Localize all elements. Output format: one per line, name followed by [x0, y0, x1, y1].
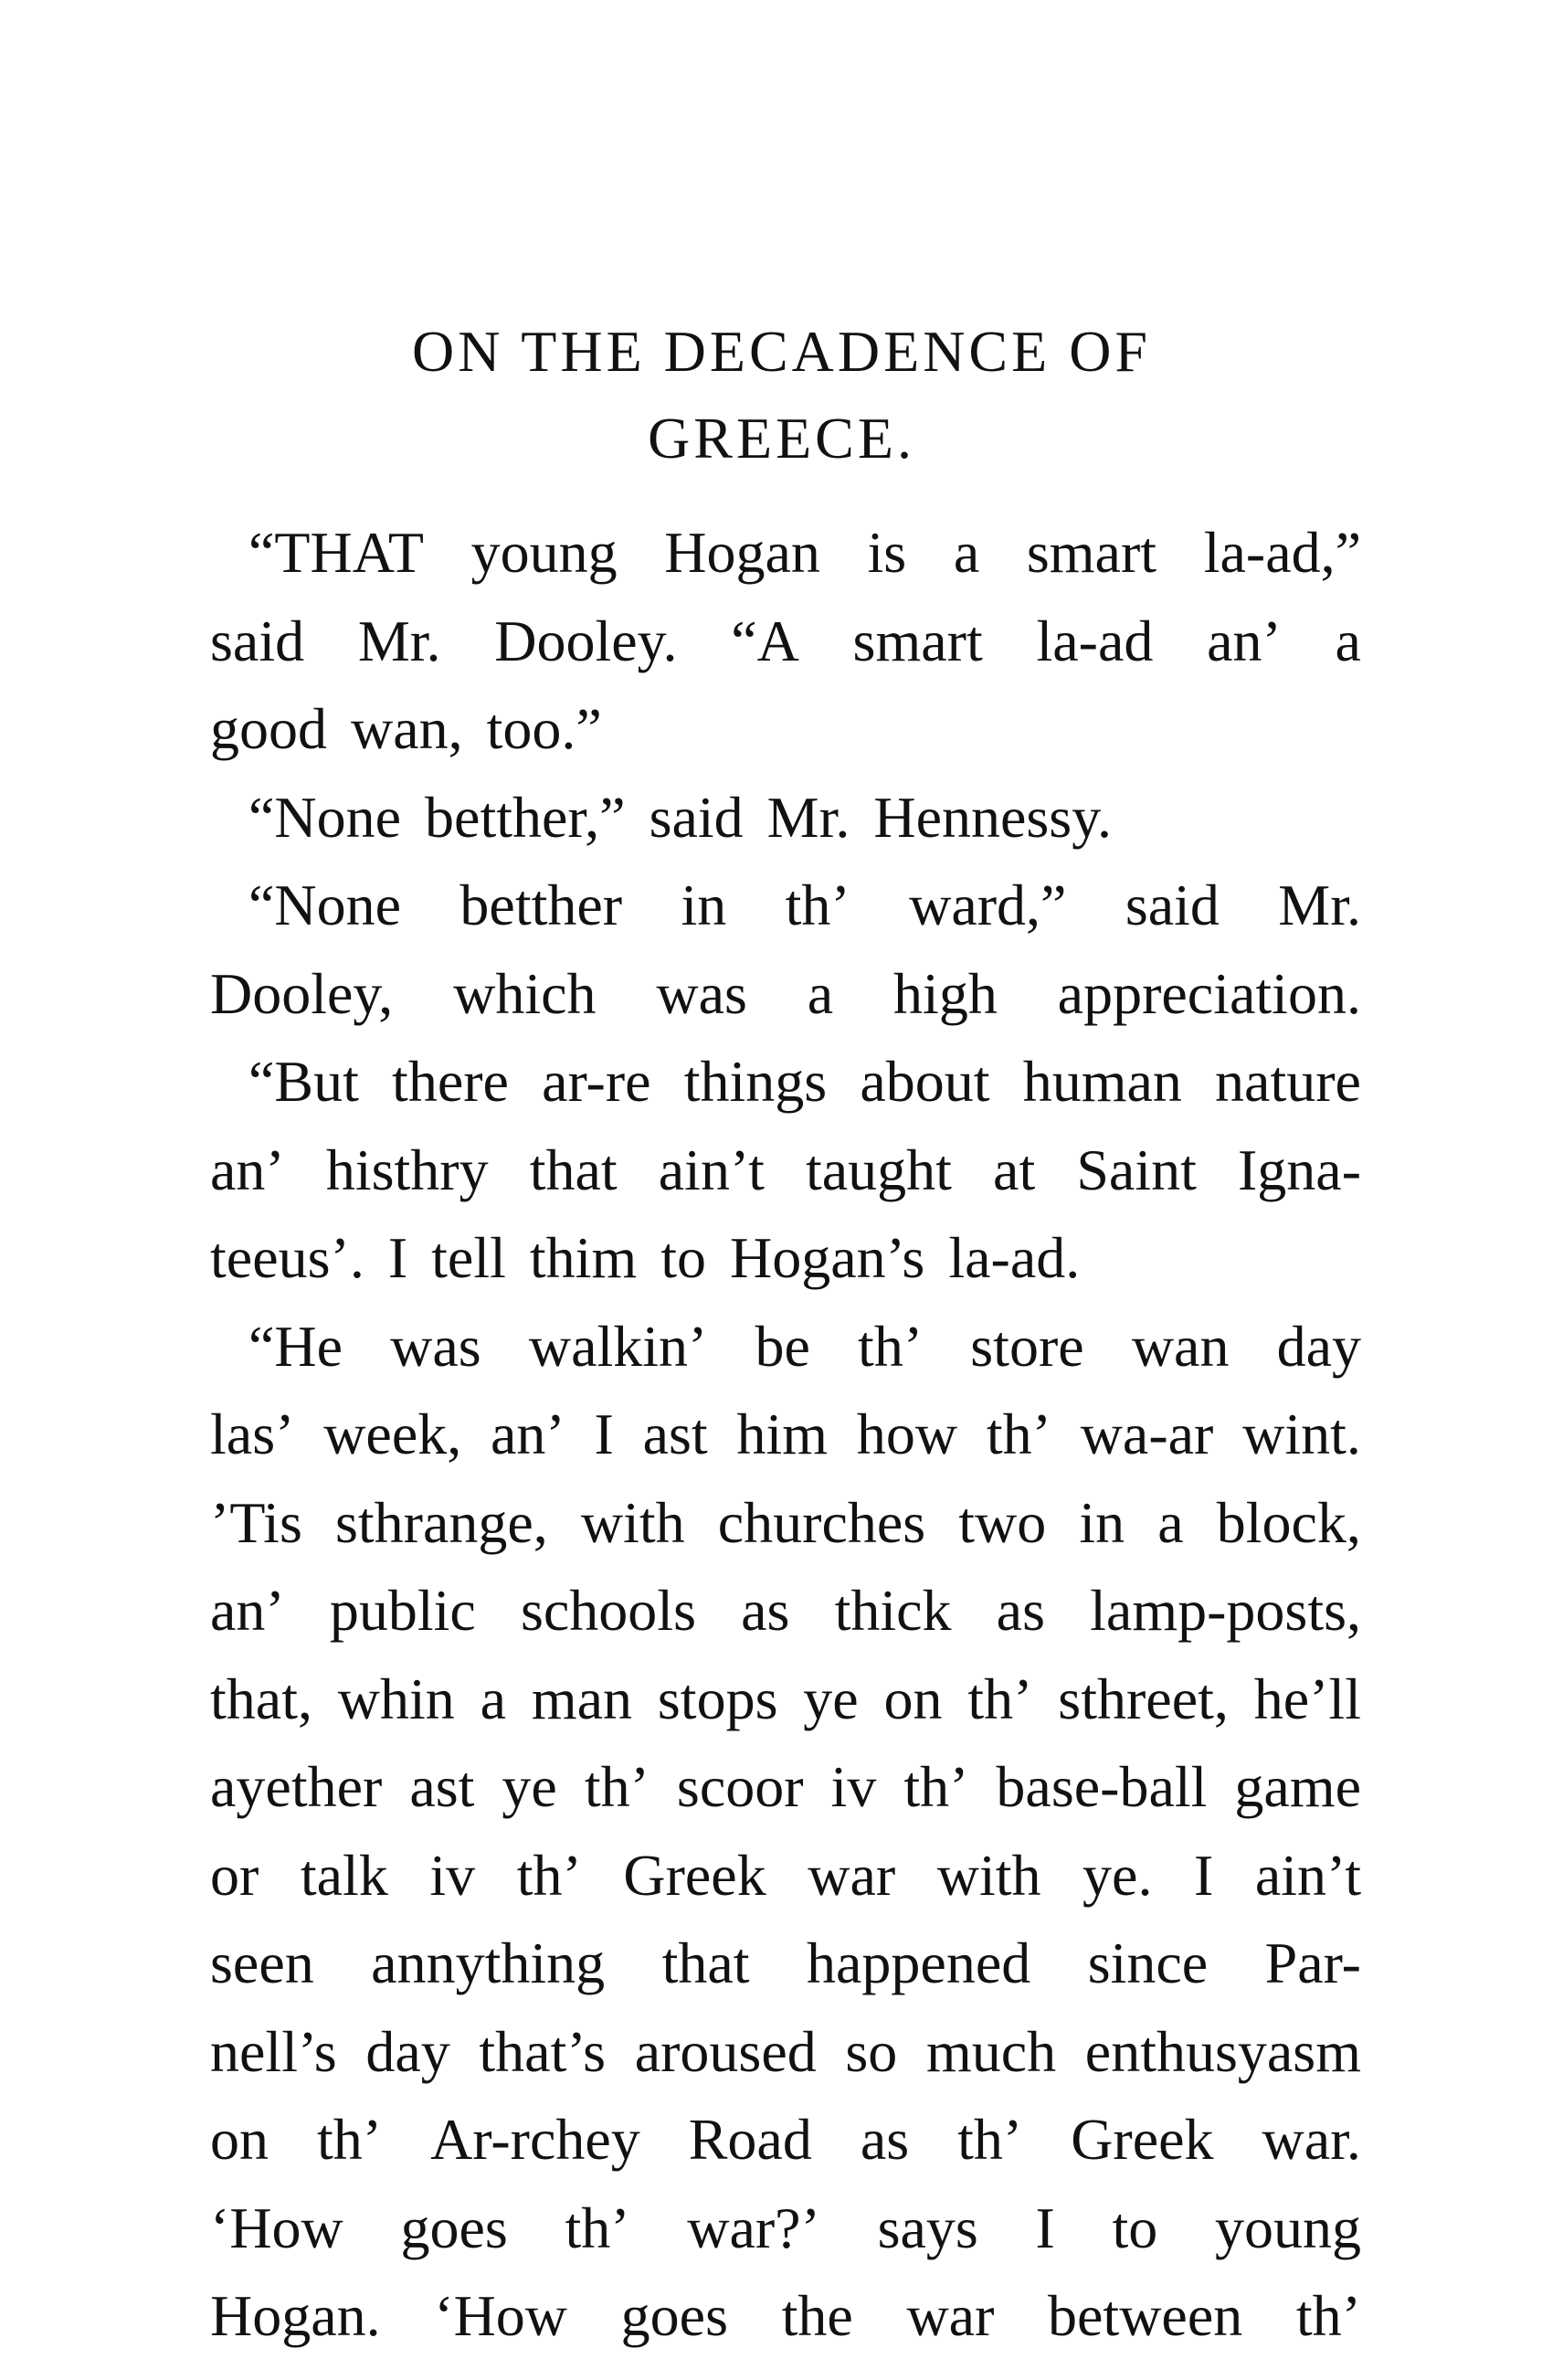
word: appreciation.: [1057, 960, 1361, 1026]
word: I: [387, 1225, 408, 1290]
word: much: [925, 2018, 1057, 2084]
word: a: [807, 960, 834, 1026]
word: good: [210, 696, 327, 761]
word: stops: [657, 1666, 778, 1731]
word: “None: [248, 873, 402, 937]
word: walkin’: [528, 1313, 708, 1379]
word: betther: [459, 873, 623, 937]
word: game: [1234, 1754, 1361, 1819]
text-line: [210, 1663, 1361, 1736]
word: th’: [986, 1402, 1051, 1466]
word: day: [365, 2018, 450, 2084]
word: Dooley,: [210, 960, 394, 1026]
word: on: [883, 1666, 943, 1731]
word: a: [1335, 608, 1361, 673]
word: th’: [565, 2195, 630, 2260]
word: schools: [520, 1578, 696, 1643]
word: with: [580, 1489, 685, 1555]
word: Hogan’s: [730, 1225, 925, 1290]
word: the: [781, 2283, 853, 2348]
word: th’: [316, 2107, 383, 2172]
word: public: [329, 1578, 476, 1643]
word: Igna-: [1237, 1137, 1361, 1202]
word: Mr.: [1278, 873, 1361, 937]
word: scoor: [676, 1754, 804, 1819]
word: says: [877, 2195, 978, 2260]
text-line: [210, 1134, 1361, 1207]
word: las’: [210, 1402, 295, 1466]
chapter-title-line-1: ON THE DECADENCE OF: [411, 319, 1152, 384]
word: in: [1079, 1489, 1125, 1555]
word: to: [660, 1225, 706, 1290]
word: or: [210, 1842, 259, 1908]
word: th’: [1295, 2283, 1361, 2348]
word: be: [755, 1313, 810, 1379]
word: sthreet,: [1058, 1666, 1229, 1731]
word: taught: [805, 1137, 952, 1202]
text-line: [210, 957, 1361, 1031]
word: him: [736, 1402, 829, 1466]
word: between: [1048, 2283, 1243, 2348]
text-line: [248, 781, 1361, 854]
word: Dooley.: [494, 608, 678, 673]
word: Greek: [1071, 2107, 1214, 2172]
word: Mr.: [766, 784, 850, 850]
word: teeus’.: [210, 1225, 364, 1290]
word: annything: [371, 1930, 606, 1995]
word: a: [1157, 1489, 1184, 1555]
word: war: [906, 2283, 995, 2348]
word: lamp-posts,: [1090, 1578, 1361, 1643]
word: th’: [967, 1666, 1033, 1731]
word: Hogan: [664, 520, 820, 585]
word: an’: [491, 1402, 565, 1466]
word: “None: [248, 784, 402, 850]
word: th’: [957, 2107, 1023, 2172]
word: aroused: [634, 2018, 817, 2084]
word: since: [1087, 1930, 1209, 1995]
word: la-ad,”: [1203, 520, 1361, 585]
word: there: [392, 1049, 509, 1114]
word: war: [808, 1842, 896, 1908]
word: ‘How: [434, 2283, 568, 2348]
word: man: [531, 1666, 633, 1731]
word: high: [893, 960, 998, 1026]
word: young: [1214, 2195, 1361, 2260]
word: goes: [400, 2195, 508, 2260]
word: block,: [1216, 1489, 1361, 1555]
word: “He: [248, 1313, 343, 1379]
word: Mr.: [357, 608, 441, 673]
word: is: [867, 520, 907, 585]
word: Hogan.: [210, 2283, 381, 2348]
text-line: [210, 1222, 1361, 1295]
word: ain’t: [658, 1137, 765, 1202]
word: said: [649, 784, 744, 850]
text-line: [248, 1045, 1361, 1118]
word: I: [1194, 1842, 1214, 1908]
word: churches: [717, 1489, 926, 1555]
word: that,: [210, 1666, 312, 1731]
word: was: [390, 1313, 481, 1379]
word: as: [996, 1578, 1045, 1643]
word: a: [480, 1666, 507, 1731]
word: Saint: [1076, 1137, 1197, 1202]
word: ye: [803, 1666, 859, 1731]
word: nell’s: [210, 2018, 337, 2084]
text-line: [210, 1398, 1361, 1471]
text-line: [210, 1927, 1361, 2000]
word: ’Tis: [210, 1489, 302, 1555]
word: wan: [1131, 1313, 1230, 1379]
word: smart: [1026, 520, 1157, 585]
word: ar-re: [542, 1049, 651, 1114]
word: that: [529, 1137, 618, 1202]
word: two: [958, 1489, 1047, 1555]
word: “THAT: [248, 520, 424, 585]
word: histhry: [325, 1137, 489, 1202]
text-line: [248, 1310, 1361, 1383]
word: was: [656, 960, 747, 1026]
word: happened: [807, 1930, 1031, 1995]
word: an’: [1207, 608, 1282, 673]
word: Ar-rchey: [430, 2107, 640, 2172]
word: ast: [642, 1402, 708, 1466]
text-line: [210, 1574, 1361, 1647]
word: store: [970, 1313, 1084, 1379]
word: week,: [323, 1402, 462, 1466]
word: I: [1035, 2195, 1055, 2260]
word: as: [741, 1578, 790, 1643]
word: sthrange,: [334, 1489, 548, 1555]
word: base-ball: [996, 1754, 1208, 1819]
word: seen: [210, 1930, 314, 1995]
word: Par-: [1264, 1930, 1361, 1995]
word: in: [681, 873, 727, 937]
text-line: [210, 1486, 1361, 1560]
word: human: [1022, 1049, 1182, 1114]
word: to: [1112, 2195, 1158, 2260]
word: Road: [688, 2107, 812, 2172]
word: on: [210, 2107, 269, 2172]
word: how: [856, 1402, 958, 1466]
word: th’: [516, 1842, 582, 1908]
word: thick: [834, 1578, 952, 1643]
word: talk: [300, 1842, 388, 1908]
word: th’: [584, 1754, 649, 1819]
word: wint.: [1242, 1402, 1361, 1466]
word: enthusyasm: [1084, 2018, 1361, 2084]
word: so: [845, 2018, 898, 2084]
word: ast: [409, 1754, 475, 1819]
word: tell: [431, 1225, 506, 1290]
word: th’: [858, 1313, 924, 1379]
word: la-ad: [1036, 608, 1154, 673]
text-line: [210, 693, 1361, 766]
word: iv: [429, 1842, 476, 1908]
word: that: [661, 1930, 750, 1995]
word: iv: [830, 1754, 877, 1819]
word: said: [1125, 873, 1220, 937]
word: wa-ar: [1080, 1402, 1214, 1466]
word: smart: [852, 608, 983, 673]
word: Hennessy.: [873, 784, 1113, 850]
chapter-title-line-2: GREECE.: [648, 406, 915, 471]
word: about: [860, 1049, 990, 1114]
word: Greek: [623, 1842, 766, 1908]
word: he’ll: [1253, 1666, 1361, 1731]
word: young: [470, 520, 618, 585]
text-line: [210, 2192, 1361, 2265]
word: goes: [620, 2283, 728, 2348]
word: th’: [903, 1754, 969, 1819]
word: war?’: [687, 2195, 820, 2260]
word: “A: [731, 608, 799, 673]
word: ye: [502, 1754, 557, 1819]
word: which: [453, 960, 597, 1026]
text-line: [248, 869, 1361, 942]
word: ‘How: [210, 2195, 343, 2260]
text-line: [210, 2103, 1361, 2176]
text-line: [210, 2280, 1361, 2353]
word: “But: [248, 1049, 359, 1114]
word: ward,”: [909, 873, 1067, 937]
text-line: [210, 1839, 1361, 1912]
word: as: [860, 2107, 910, 2172]
text-line: [210, 605, 1361, 678]
word: war.: [1262, 2107, 1361, 2172]
word: whin: [337, 1666, 455, 1731]
word: thim: [529, 1225, 638, 1290]
word: too.”: [486, 696, 602, 761]
word: wan,: [351, 696, 463, 761]
word: at: [993, 1137, 1036, 1202]
word: nature: [1215, 1049, 1361, 1114]
word: th’: [785, 873, 850, 937]
text-line: [248, 516, 1361, 589]
word: ain’t: [1254, 1842, 1361, 1908]
word: with: [936, 1842, 1041, 1908]
text-line: [210, 2015, 1361, 2089]
word: day: [1276, 1313, 1361, 1379]
word: ye.: [1082, 1842, 1153, 1908]
word: la-ad.: [948, 1225, 1081, 1290]
word: that’s: [479, 2018, 607, 2084]
word: betther,”: [425, 784, 626, 850]
word: I: [594, 1402, 614, 1466]
word: an’: [210, 1137, 285, 1202]
word: things: [683, 1049, 828, 1114]
word: ayether: [210, 1754, 383, 1819]
text-line: [210, 1751, 1361, 1824]
word: an’: [210, 1578, 285, 1643]
word: a: [953, 520, 980, 585]
word: said: [210, 608, 305, 673]
